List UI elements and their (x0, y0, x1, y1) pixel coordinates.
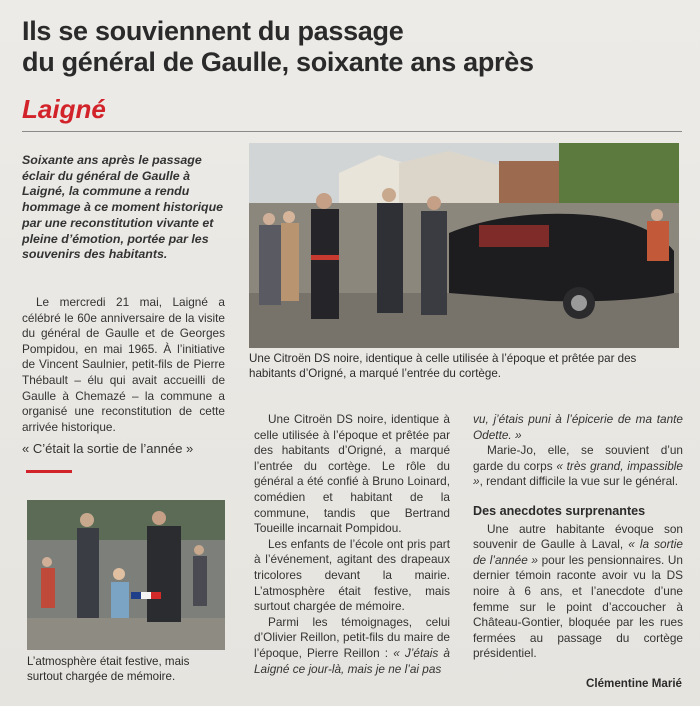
intertitle: « C’était la sortie de l’année » (22, 441, 194, 456)
photo-citroen-ds (249, 143, 679, 348)
right-paragraph-2-end: pour les pensionnaires. Un dernier témoin raconte avoir vu la DS noire à 6 ans, et l’anecdote d’une femme sur le point d’accoucher à Château-Gontier, bloquée par les rues fermées au passage du cortège présidentiel. (473, 552, 683, 661)
location-label: Laigné (22, 94, 106, 124)
right-column (473, 412, 683, 662)
photo-crowd-children (27, 500, 225, 650)
right-paragraph-0-quote: vu, j’étais puni à l’épicerie de ma tante Odette. » (473, 412, 683, 442)
right-paragraph-2 (473, 522, 683, 662)
photo-crowd-illustration (27, 500, 225, 650)
right-paragraph-1 (473, 443, 683, 490)
left-column (22, 295, 225, 435)
right-paragraph-1-quote: « très grand, impassible » (473, 458, 683, 489)
middle-column (254, 412, 450, 677)
mid-paragraph-3-text: Parmi les témoignages, celui d’Olivier Reillon, petit-fils du maire de l’époque, Pierre Reillon : (254, 614, 450, 660)
intertitle-accent-bar (26, 470, 72, 473)
right-paragraph-2-start: Une autre habitante évoque son souvenir de Gaulle à Laval, (473, 521, 683, 552)
subheading-anecdotes: Des anecdotes surprenantes (473, 503, 646, 518)
photo-right-caption: Une Citroën DS noire, identique à celle utilisée à l’époque et prêtée par des habitants d’Origné, a marqué l’entrée du cortège. (249, 352, 637, 380)
right-paragraph-0 (473, 412, 683, 443)
headline-line-2: du général de Gaulle, soixante ans après (22, 47, 534, 77)
left-paragraph-1: Le mercredi 21 mai, Laigné a célébré le 60e anniversaire de la visite du général de Gaulle et de Georges Pompidou, en mai 1965. À l’initiative de Vincent Saulnier, petit-fils de Pierre Thébault – élu qui avait accueilli de Gaulle à Chemazé – la commune a organisé une reconstitution de cette arrivée historique. (22, 295, 225, 434)
article-headline (22, 16, 682, 78)
right-paragraph-1-end: , rendant difficile la vue sur le général. (479, 474, 679, 489)
headline-line-1: Ils se souviennent du passage (22, 16, 404, 46)
right-paragraph-1-start: Marie-Jo, elle, se souvient d’un garde du corps (473, 443, 683, 473)
article-lead: Soixante ans après le passage éclair du général de Gaulle à Laigné, la commune a rendu hommage à ce moment historique par une reconstitution vivante et pleine d’émotion, portée par les souvenirs des habitants. (22, 153, 224, 262)
author-byline: Clémentine Marié (586, 677, 682, 690)
mid-paragraph-3-quote: « J’étais à Laigné ce jour-là, mais je ne l’ai pas (254, 645, 450, 676)
mid-paragraph-3 (254, 615, 450, 677)
photo-ds-illustration (249, 143, 679, 348)
mid-paragraph-2: Les enfants de l’école ont pris part à l’événement, agitant des drapeaux tricolores devant la mairie. L’atmosphère était festive, mais surtout chargée de mémoire. (254, 536, 450, 614)
section-divider (22, 131, 682, 132)
right-paragraph-2-quote: « la sortie de l’année » (473, 537, 683, 567)
photo-left-caption: L’atmosphère était festive, mais surtout chargée de mémoire. (27, 655, 190, 683)
mid-paragraph-1: Une Citroën DS noire, identique à celle utilisée à l’époque et prêtée par des habitants d’Origné, a marqué l’entrée du cortège. Le rôle du général a été confié à Bruno Loinard, comédien et habitant de la commune, tandis que Bertrand Toueille incarnait Pompidou. (254, 412, 450, 536)
